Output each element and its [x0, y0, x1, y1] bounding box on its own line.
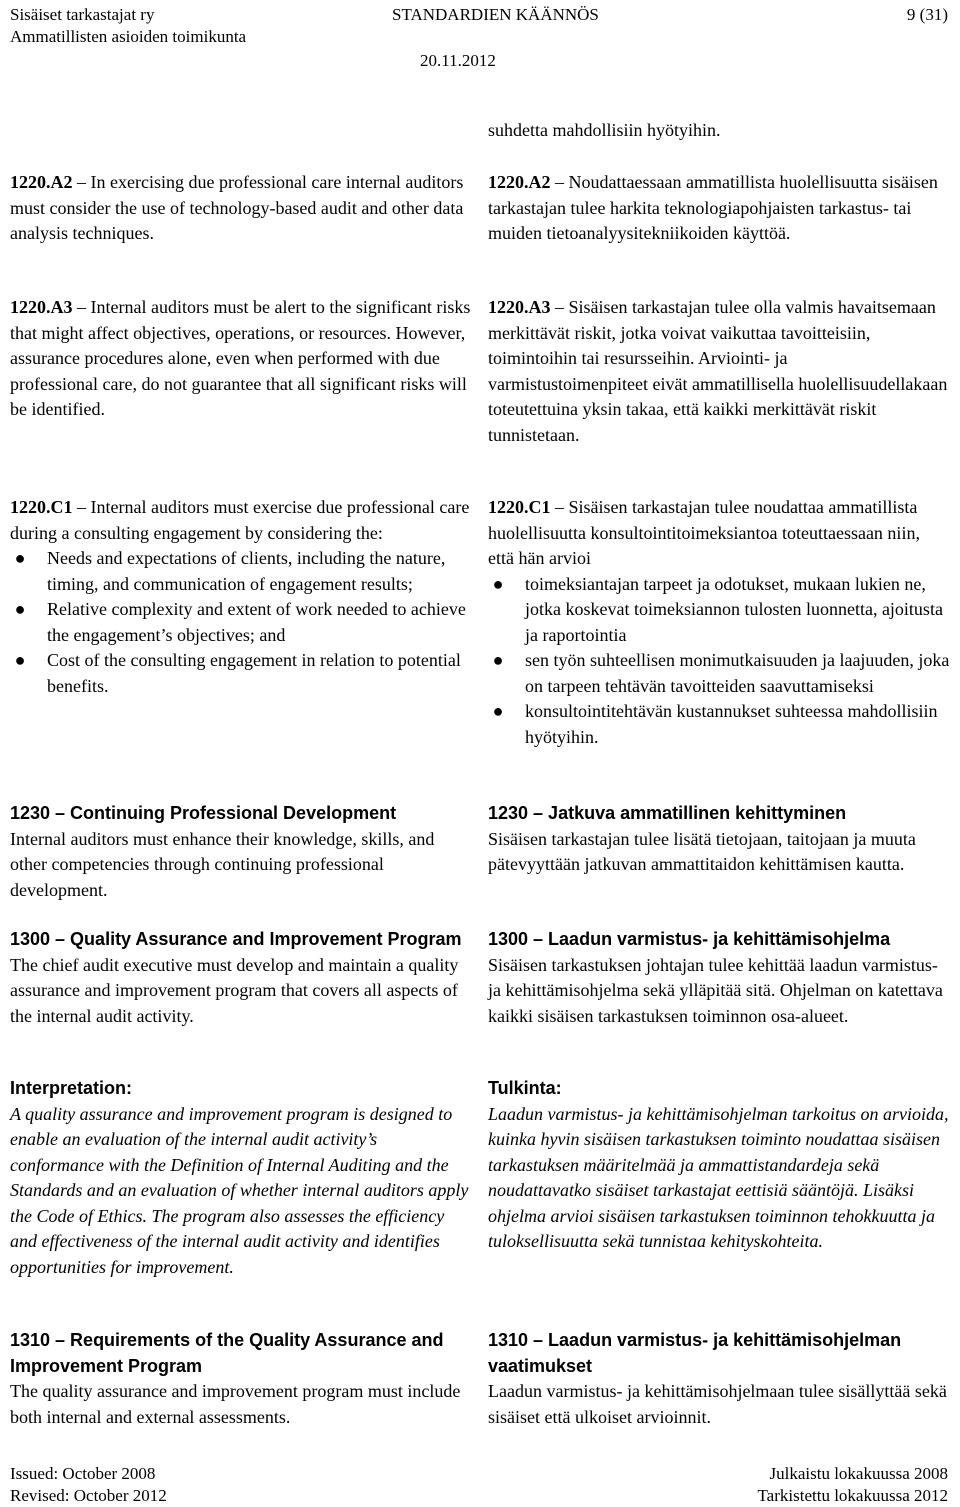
section-1310-en: 1310 – Requirements of the Quality Assurance and Improvement Program The quality assurance and improvement program must include both internal and external assessments.: [10, 1328, 472, 1430]
section-1220c1-fi: 1220.C1 – Sisäisen tarkastajan tulee noudattaa ammatillista huolellisuutta konsultointitoimeksiantoa toteuttaessaan niin, että hän arvioi ● toimeksiantajan tarpeet ja odotukset, mukaan lukien ne, jotka koskevat toimeksiannon tulosten luonnetta, ajoitusta ja raportointia ● sen työn suhteellisen monimutkaisuuden ja laajuuden, joka on tarpeen tehtävän tavoitteiden saavuttamiseksi ● konsultointitehtävän kustannukset suhteessa mahdollisiin hyötyihin.: [488, 495, 950, 750]
section-1230-en: 1230 – Continuing Professional Development Internal auditors must enhance their knowledge, skills, and other competencies through continuing professional development.: [10, 801, 472, 903]
code-1220c1: 1220.C1: [10, 497, 73, 517]
footer-issued: Issued: October 2008: [10, 1464, 156, 1483]
section-1220a2-en: 1220.A2 – In exercising due professional care internal auditors must consider the use of technology-based audit and other data analysis techniques.: [10, 172, 464, 243]
footer-revised: Revised: October 2012: [10, 1486, 167, 1505]
interpretation-en: Interpretation: A quality assurance and improvement program is designed to enable an evaluation of the internal audit activity’s conformance with the Definition of Internal Auditing and the Standards and an evaluation of whether internal auditors apply the Code of Ethics. The program also assesses the efficiency and effectiveness of the internal audit activity and identifies opportunities for improvement.: [10, 1076, 472, 1280]
code-1220c1-fi: 1220.C1: [488, 497, 551, 517]
section-1220a3-en: 1220.A3 – Internal auditors must be alert to the significant risks that might affect objectives, operations, or resources. However, assurance procedures alone, even when performed with due professional care, do not guarantee that all significant risks will be identified.: [10, 297, 471, 419]
section-1230-fi: 1230 – Jatkuva ammatillinen kehittyminen Sisäisen tarkastajan tulee lisätä tietojaan, taitojaan ja muuta pätevyyttään jatkuvan ammattitaidon kehittämisen kautta.: [488, 801, 950, 878]
footer-published-fi: Julkaistu lokakuussa 2008: [769, 1464, 948, 1483]
heading-interpretation-fi: Tulkinta:: [488, 1078, 562, 1098]
code-1220a3-fi: 1220.A3: [488, 297, 551, 317]
heading-1300-fi: 1300 – Laadun varmistus- ja kehittämisohjelma: [488, 929, 891, 949]
heading-1310-fi: 1310 – Laadun varmistus- ja kehittämisohjelman vaatimukset: [488, 1330, 902, 1376]
header-doc-type: STANDARDIEN KÄÄNNÖS: [392, 5, 599, 24]
code-1220a3: 1220.A3: [10, 297, 73, 317]
section-1220a2-fi: 1220.A2 – Noudattaessaan ammatillista huolellisuutta sisäisen tarkastajan tulee harkita teknologiapohjaisten tarkastus- tai muiden tietoanalyysitekniikoiden käyttöä.: [488, 172, 938, 243]
section-1300-en: 1300 – Quality Assurance and Improvement Program The chief audit executive must develop and maintain a quality assurance and improvement program that covers all aspects of the internal audit activity.: [10, 927, 472, 1029]
list-item: ● toimeksiantajan tarpeet ja odotukset, mukaan lukien ne, jotka koskevat toimeksiannon tulosten luonnetta, ajoitusta ja raportointia: [488, 572, 950, 649]
bullet-icon: ●: [492, 650, 504, 670]
section-1310-fi: 1310 – Laadun varmistus- ja kehittämisohjelman vaatimukset Laadun varmistus- ja kehittämisohjelmaan tulee sisällyttää sekä sisäiset että ulkoiset arvioinnit.: [488, 1328, 950, 1430]
bullet-icon: ●: [492, 701, 504, 721]
footer-checked-fi: Tarkistettu lokakuussa 2012: [757, 1486, 948, 1505]
section-1300-fi: 1300 – Laadun varmistus- ja kehittämisohjelma Sisäisen tarkastuksen johtajan tulee kehittää laadun varmistus- ja kehittämisohjelma sekä ylläpitää sitä. Ohjelman on katettava kaikki sisäisen tarkastuksen toiminnon osa-alueet.: [488, 927, 950, 1029]
heading-interpretation: Interpretation:: [10, 1078, 133, 1098]
header-org: Sisäiset tarkastajat ry: [10, 5, 155, 24]
bullet-icon: ●: [14, 650, 26, 670]
continuation-text: suhdetta mahdollisiin hyötyihin.: [488, 120, 721, 140]
heading-1230: 1230 – Continuing Professional Development: [10, 803, 397, 823]
list-item: ● konsultointitehtävän kustannukset suhteessa mahdollisiin hyötyihin.: [488, 699, 950, 750]
heading-1300: 1300 – Quality Assurance and Improvement Program: [10, 929, 462, 949]
list-item: ● Cost of the consulting engagement in relation to potential benefits.: [10, 648, 472, 699]
bullet-icon: ●: [14, 548, 26, 568]
code-1220a2-fi: 1220.A2: [488, 172, 551, 192]
heading-1230-fi: 1230 – Jatkuva ammatillinen kehittyminen: [488, 803, 847, 823]
list-item: ● sen työn suhteellisen monimutkaisuuden ja laajuuden, joka on tarpeen tehtävän tavoitteiden saavuttamiseksi: [488, 648, 950, 699]
code-1220a2: 1220.A2: [10, 172, 73, 192]
bullet-icon: ●: [14, 599, 26, 619]
header-page-number: 9 (31): [906, 5, 948, 24]
section-1220a3-fi: 1220.A3 – Sisäisen tarkastajan tulee olla valmis havaitsemaan merkittävät riskit, jotka voivat vaikuttaa tavoitteisiin, toimintoihin tai resursseihin. Arviointi- ja varmistustoimenpiteet eivät ammatillisella huolellisuudellakaan toteutettuina yksin takaa, että kaikki merkittävät riskit tunnistetaan.: [488, 297, 948, 445]
header-date: 20.11.2012: [420, 51, 496, 70]
header-unit: Ammatillisten asioiden toimikunta: [10, 27, 247, 46]
heading-1310: 1310 – Requirements of the Quality Assurance and Improvement Program: [10, 1330, 444, 1376]
section-1220c1-en: 1220.C1 – Internal auditors must exercise due professional care during a consulting engagement by considering the: ● Needs and expectations of clients, including the nature, timing, and communication of engagement results; ● Relative complexity and extent of work needed to achieve the engagement’s objectives; and ● Cost of the consulting engagement in relation to potential benefits.: [10, 495, 472, 699]
interpretation-fi: Tulkinta: Laadun varmistus- ja kehittämisohjelman tarkoitus on arvioida, kuinka hyvin sisäisen tarkastuksen toiminto noudattaa sisäisen tarkastuksen määritelmää ja ammattistandardeja sekä noudattavatko sisäiset tarkastajat eettisiä sääntöjä. Lisäksi ohjelma arvioi sisäisen tarkastuksen toiminnon tehokkuutta ja tuloksellisuutta sekä tunnistaa kehityskohteita.: [488, 1078, 949, 1251]
bullet-icon: ●: [492, 573, 504, 594]
list-item: ● Needs and expectations of clients, including the nature, timing, and communication of engagement results;: [10, 546, 472, 597]
list-item: ● Relative complexity and extent of work needed to achieve the engagement’s objectives; and: [10, 597, 472, 648]
